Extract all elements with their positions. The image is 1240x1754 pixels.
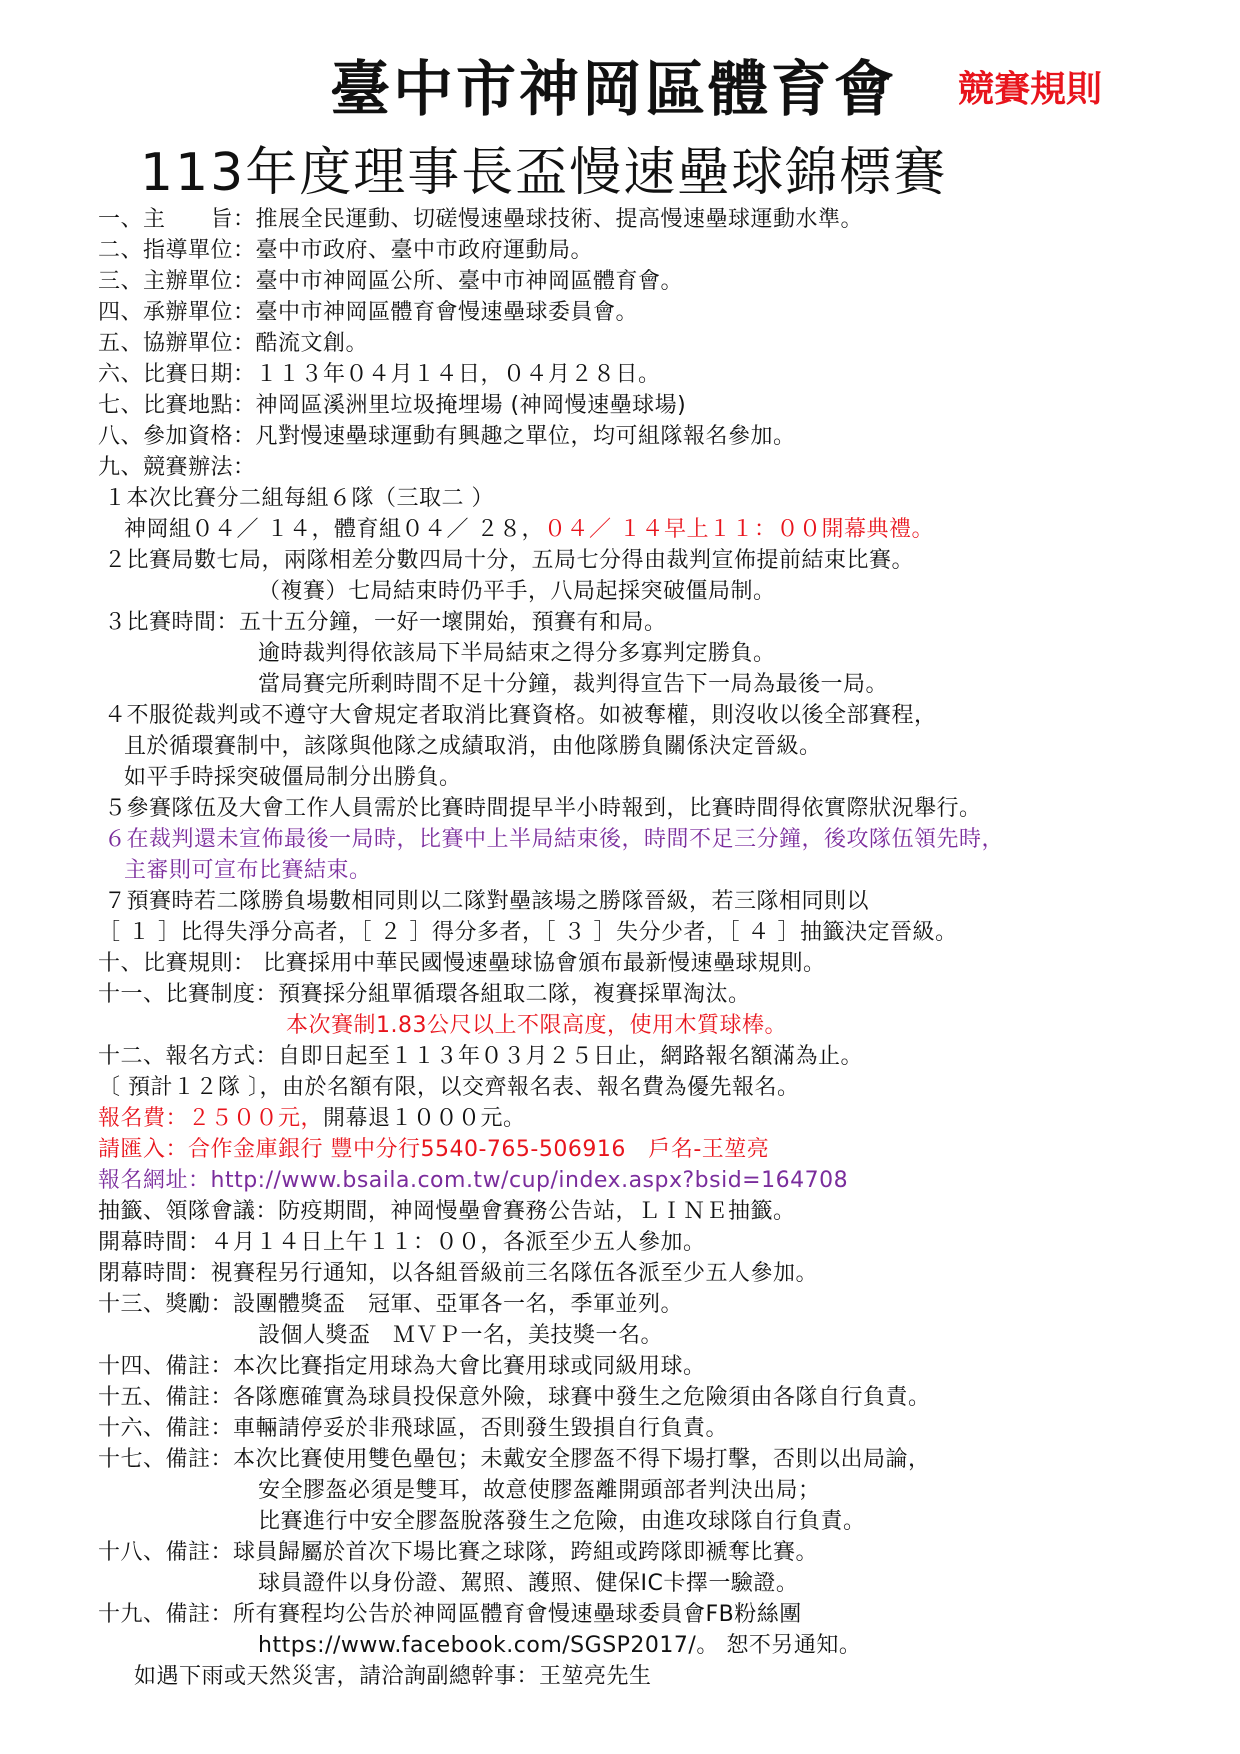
section-method: 九、競賽辦法： (98, 455, 256, 480)
note-16: 十六、備註：車輛請停妥於非飛球區，否則發生毀損自行負責。 (98, 1416, 729, 1441)
fee-amount: 報名費：２５００元， (98, 1106, 324, 1131)
section-co-organizer: 五、協辦單位：酷流文創。 (98, 331, 369, 356)
section-rules: 十、比賽規則： 比賽採用中華民國慢速壘球協會頒布最新慢速壘球規則。 (98, 951, 826, 976)
note-18-detail: 球員證件以身份證、駕照、護照、健保IC卡擇一驗證。 (258, 1571, 799, 1596)
rule-1-detail (98, 514, 1218, 545)
note-17-detail-2: 比賽進行中安全膠盔脫落發生之危險，由進攻球隊自行負責。 (258, 1509, 866, 1534)
registration-url[interactable]: 報名網址：http://www.bsaila.com.tw/cup/index.aspx?bsid=164708 (98, 1168, 849, 1193)
rule-3-detail-2: 當局賽完所剩時間不足十分鐘，裁判得宣告下一局為最後一局。 (258, 672, 889, 697)
closing-time: 閉幕時間：視賽程另行通知，以各組晉級前三名隊伍各派至少五人參加。 (98, 1261, 819, 1286)
section-dates: 六、比賽日期：１１３年０４月１４日，０４月２８日。 (98, 362, 661, 387)
individual-awards: 設個人獎盃 ＭＶＰ一名，美技獎一名。 (258, 1323, 664, 1348)
section-organizer: 三、主辦單位：臺中市神岡區公所、臺中市神岡區體育會。 (98, 269, 684, 294)
header (0, 50, 1240, 130)
document-body (98, 204, 1218, 1692)
rule-6: ６在裁判還未宣佈最後一局時，比賽中上半局結束後，時間不足三分鐘，後攻隊伍領先時， (104, 827, 1005, 852)
note-18: 十八、備註：球員歸屬於首次下場比賽之球隊，跨組或跨隊即褫奪比賽。 (98, 1540, 819, 1565)
rule-1-groups: 神岡組０４／ １４，體育組０４／ ２８， (124, 517, 544, 542)
event-title: 113年度理事長盃慢速壘球錦標賽 (140, 143, 948, 203)
section-purpose: 一、主 旨：推展全民運動、切磋慢速壘球技術、提高慢速壘球運動水準。 (98, 207, 864, 232)
org-title: 臺中市神岡區體育會 (330, 55, 897, 125)
rule-3-detail-1: 逾時裁判得依該局下半局結束之得分多寡判定勝負。 (258, 641, 776, 666)
rule-5: ５參賽隊伍及大會工作人員需於比賽時間提早半小時報到，比賽時間得依實際狀況舉行。 (104, 796, 982, 821)
note-17-detail-1: 安全膠盔必須是雙耳，故意使膠盔離開頭部者判決出局； (258, 1478, 821, 1503)
rule-1: １本次比賽分二組每組６隊（三取二 ） (104, 486, 494, 511)
rule-4-detail-1: 且於循環賽制中，該隊與他隊之成績取消，由他隊勝負關係決定晉級。 (124, 734, 822, 759)
rule-7: ７預賽時若二隊勝負場數相同則以二隊對壘該場之勝隊晉級，若三隊相同則以 (104, 889, 870, 914)
note-19: 十九、備註：所有賽程均公告於神岡區體育會慢速壘球委員會FB粉絲團 (98, 1602, 802, 1627)
bank-remittance: 請匯入：合作金庫銀行 豐中分行5540-765-506916 戶名-王堃亮 (98, 1137, 770, 1162)
rule-2: ２比賽局數七局，兩隊相差分數四局十分，五局七分得由裁判宣佈提前結束比賽。 (104, 548, 915, 573)
opening-time: 開幕時間：４月１４日上午１１：００，各派至少五人參加。 (98, 1230, 706, 1255)
rule-7-detail: ［ １ ］比得失淨分高者，［ ２ ］得分多者，［ ３ ］失分少者，［ ４ ］抽籤決定晉級。 (98, 920, 958, 945)
rule-4-detail-2: 如平手時採突破僵局制分出勝負。 (124, 765, 462, 790)
section-venue: 七、比賽地點：神岡區溪洲里垃圾掩埋場 (神岡慢速壘球場) (98, 393, 687, 418)
section-guidance: 二、指導單位：臺中市政府、臺中市政府運動局。 (98, 238, 594, 263)
section-awards: 十三、獎勵：設團體獎盃 冠軍、亞軍各一名，季軍並列。 (98, 1292, 684, 1317)
section-executor: 四、承辦單位：臺中市神岡區體育會慢速壘球委員會。 (98, 300, 639, 325)
facebook-url[interactable]: https://www.facebook.com/SGSP2017/。 恕不另通知。 (258, 1633, 862, 1658)
draw-meeting: 抽籤、領隊會議：防疫期間，神岡慢壘會賽務公告站，ＬＩＮＥ抽籤。 (98, 1199, 796, 1224)
note-17: 十七、備註：本次比賽使用雙色壘包；未戴安全膠盔不得下場打擊，否則以出局論， (98, 1447, 931, 1472)
rule-4: ４不服從裁判或不遵守大會規定者取消比賽資格。如被奪權，則沒收以後全部賽程， (104, 703, 937, 728)
section-format: 十一、比賽制度：預賽採分組單循環各組取二隊，複賽採單淘汰。 (98, 982, 751, 1007)
contact-note: 如遇下雨或天然災害，請洽詢副總幹事：王堃亮先生 (134, 1664, 652, 1689)
rules-tag: 競賽規則 (958, 69, 1103, 110)
note-14: 十四、備註：本次比賽指定用球為大會比賽用球或同級用球。 (98, 1354, 706, 1379)
section-registration: 十二、報名方式：自即日起至１１３年０３月２５日止，網路報名額滿為止。 (98, 1044, 864, 1069)
fee-refund: 開幕退１０００元。 (323, 1106, 526, 1131)
registration-fee (98, 1103, 1218, 1134)
registration-quota: 〔 預計１２隊 〕，由於名額有限，以交齊報名表、報名費為優先報名。 (98, 1075, 800, 1100)
bat-height-rule: 本次賽制1.83公尺以上不限高度，使用木質球棒。 (286, 1013, 787, 1038)
rule-6-detail: 主審則可宣布比賽結束。 (124, 858, 372, 883)
section-eligibility: 八、參加資格：凡對慢速壘球運動有興趣之單位，均可組隊報名參加。 (98, 424, 796, 449)
note-15: 十五、備註：各隊應確實為球員投保意外險，球賽中發生之危險須由各隊自行負責。 (98, 1385, 931, 1410)
rule-3: ３比賽時間：五十五分鐘，一好一壞開始，預賽有和局。 (104, 610, 667, 635)
opening-ceremony-note: ０４／ １４早上１１：００開幕典禮。 (544, 517, 934, 542)
rule-2-detail: （複賽）七局結束時仍平手，八局起採突破僵局制。 (258, 579, 776, 604)
